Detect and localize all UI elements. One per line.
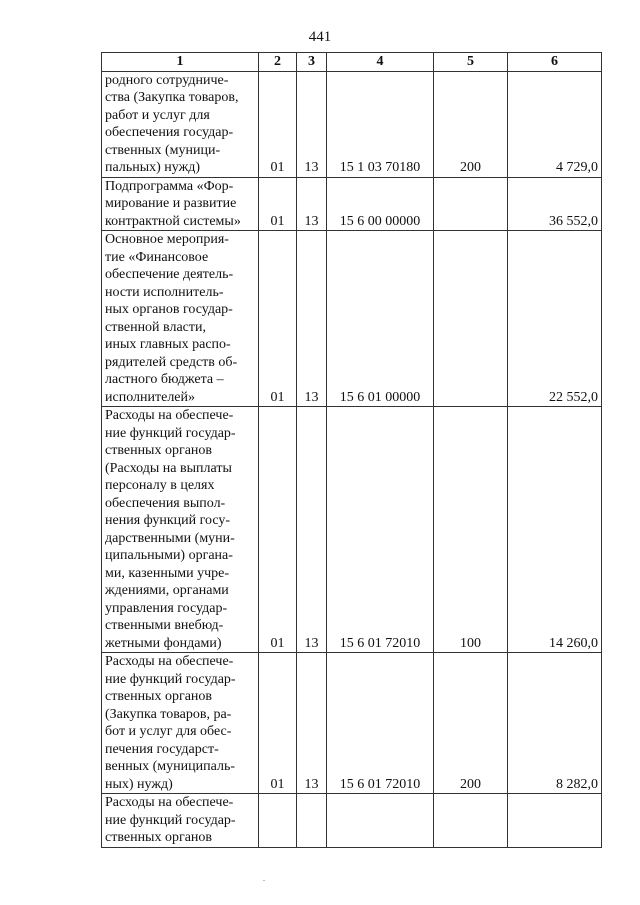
row-subsection: 13 <box>297 653 327 794</box>
column-header-target-article: 4 <box>327 53 434 72</box>
row-name: Расходы на обеспече- ние функций государ- ственных органов (Расходы на выплаты персоналу в целях обеспечения выпол- нения функций госу- дарственными (муни- ципальными) органа- ми, казенными учре- ждениями, органами управления государ- ственными внебюд- жетными фондами) <box>102 407 259 653</box>
row-target-article: 15 6 00 00000 <box>327 177 434 231</box>
page-number: 441 <box>308 29 332 45</box>
row-subsection: 13 <box>297 407 327 653</box>
budget-table <box>101 52 602 848</box>
row-expense-type: 200 <box>434 653 508 794</box>
header-row <box>102 53 602 72</box>
row-section: 01 <box>259 407 297 653</box>
row-target-article: 15 6 01 72010 <box>327 407 434 653</box>
column-header-subsection: 3 <box>297 53 327 72</box>
row-section: 01 <box>259 231 297 407</box>
table-row <box>102 71 602 177</box>
row-name: родного сотрудниче- ства (Закупка товаров, работ и услуг для обеспечения государ- ственных (муници- пальных) нужд) <box>102 71 259 177</box>
column-header-amount: 6 <box>508 53 602 72</box>
row-amount: 36 552,0 <box>508 177 602 231</box>
row-name: Расходы на обеспече- ние функций государ- ственных органов (Закупка товаров, ра- бот и услуг для обес- печения государст- венных (муниципаль- ных) нужд) <box>102 653 259 794</box>
row-section: 01 <box>259 177 297 231</box>
row-subsection: 13 <box>297 177 327 231</box>
table-row <box>102 653 602 794</box>
row-section: 01 <box>259 71 297 177</box>
table-row <box>102 231 602 407</box>
column-header-expense-type: 5 <box>434 53 508 72</box>
row-target-article <box>327 794 434 848</box>
row-section <box>259 794 297 848</box>
table-row <box>102 794 602 848</box>
row-target-article: 15 6 01 72010 <box>327 653 434 794</box>
scan-speck <box>263 880 265 881</box>
row-expense-type <box>434 231 508 407</box>
row-subsection: 13 <box>297 231 327 407</box>
row-expense-type: 200 <box>434 71 508 177</box>
row-section: 01 <box>259 653 297 794</box>
row-expense-type <box>434 794 508 848</box>
row-amount: 4 729,0 <box>508 71 602 177</box>
row-target-article: 15 1 03 70180 <box>327 71 434 177</box>
row-amount <box>508 794 602 848</box>
table-row <box>102 407 602 653</box>
row-expense-type <box>434 177 508 231</box>
row-amount: 22 552,0 <box>508 231 602 407</box>
row-amount: 14 260,0 <box>508 407 602 653</box>
row-expense-type: 100 <box>434 407 508 653</box>
table-row <box>102 177 602 231</box>
column-header-section: 2 <box>259 53 297 72</box>
row-amount: 8 282,0 <box>508 653 602 794</box>
row-name: Основное мероприя- тие «Финансовое обеспечение деятель- ности исполнитель- ных органов государ- ственной власти, иных главных распо- рядителей средств об- ластного бюджета – исполнителей» <box>102 231 259 407</box>
row-name: Подпрограмма «Фор- мирование и развитие контрактной системы» <box>102 177 259 231</box>
row-name: Расходы на обеспече- ние функций государ- ственных органов <box>102 794 259 848</box>
column-header-name: 1 <box>102 53 259 72</box>
row-subsection: 13 <box>297 71 327 177</box>
row-subsection <box>297 794 327 848</box>
row-target-article: 15 6 01 00000 <box>327 231 434 407</box>
